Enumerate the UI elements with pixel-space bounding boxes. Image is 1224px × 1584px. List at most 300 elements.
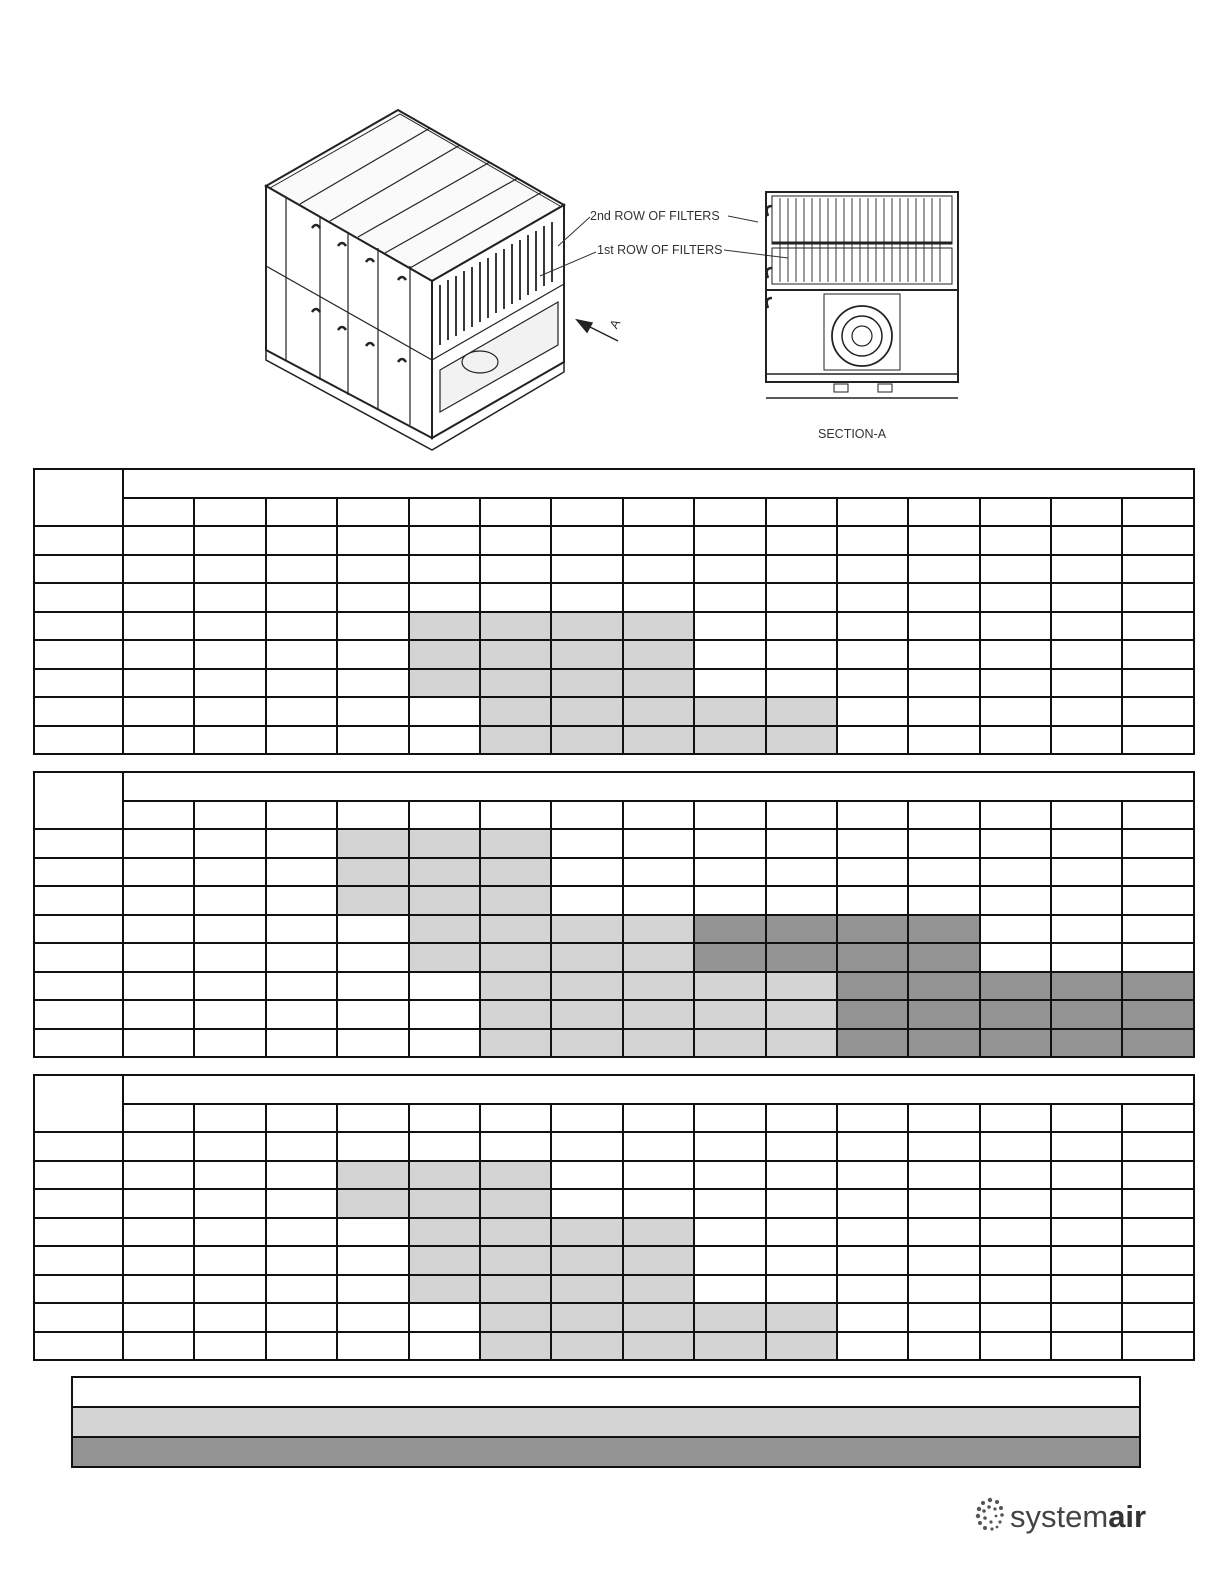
- section-a-view: [766, 192, 958, 398]
- table-cell: [194, 972, 265, 1001]
- table-cell: [123, 943, 194, 972]
- light-shaded-cell: [551, 612, 622, 641]
- row-label-cell: [34, 1132, 123, 1161]
- column-header-cell: [766, 1104, 837, 1133]
- table-cell: [908, 858, 979, 887]
- dark-shaded-cell: [980, 1000, 1051, 1029]
- column-header-cell: [337, 498, 408, 527]
- table-cell: [1122, 829, 1194, 858]
- table-cell: [266, 555, 337, 584]
- table-cell: [1122, 1332, 1194, 1361]
- table-cell: [766, 640, 837, 669]
- light-shaded-cell: [623, 943, 694, 972]
- light-shaded-cell: [766, 726, 837, 755]
- column-header-cell: [908, 498, 979, 527]
- table-cell: [837, 612, 908, 641]
- light-shaded-cell: [480, 1332, 551, 1361]
- table-cell: [337, 972, 408, 1001]
- table-cell: [123, 972, 194, 1001]
- table-cell: [337, 1246, 408, 1275]
- row-label-cell: [34, 943, 123, 972]
- table-cell: [694, 555, 765, 584]
- light-shaded-cell: [623, 915, 694, 944]
- column-header-cell: [409, 801, 480, 830]
- table-cell: [837, 1246, 908, 1275]
- light-shaded-cell: [551, 1029, 622, 1058]
- row-label-cell: [34, 1303, 123, 1332]
- light-shaded-cell: [766, 1000, 837, 1029]
- table-cell: [266, 583, 337, 612]
- table-row: [34, 669, 1194, 698]
- table-cell: [266, 829, 337, 858]
- light-shaded-cell: [551, 1246, 622, 1275]
- table-row: [34, 697, 1194, 726]
- table-cell: [551, 886, 622, 915]
- light-shaded-cell: [409, 915, 480, 944]
- light-shaded-cell: [480, 1218, 551, 1247]
- table-cell: [1051, 1161, 1122, 1190]
- table-cell: [1051, 943, 1122, 972]
- table-cell: [123, 1132, 194, 1161]
- light-shaded-cell: [480, 829, 551, 858]
- column-header-cell: [623, 801, 694, 830]
- light-shaded-cell: [409, 1218, 480, 1247]
- corner-cell: [34, 469, 123, 526]
- dark-shaded-cell: [908, 915, 979, 944]
- table-cell: [694, 640, 765, 669]
- light-shaded-cell: [409, 1275, 480, 1304]
- column-header-cell: [980, 498, 1051, 527]
- table-cell: [837, 726, 908, 755]
- light-shaded-cell: [337, 829, 408, 858]
- arrow-label: A: [606, 317, 624, 332]
- table-cell: [980, 612, 1051, 641]
- light-shaded-cell: [480, 640, 551, 669]
- table-row: [34, 915, 1194, 944]
- table-cell: [194, 886, 265, 915]
- table-cell: [908, 886, 979, 915]
- column-header-cell: [123, 498, 194, 527]
- table-cell: [551, 583, 622, 612]
- column-header-cell: [1122, 1104, 1194, 1133]
- table-cell: [908, 697, 979, 726]
- table-cell: [194, 915, 265, 944]
- column-header-cell: [694, 1104, 765, 1133]
- column-header-cell: [194, 801, 265, 830]
- light-shaded-cell: [480, 612, 551, 641]
- dark-shaded-cell: [694, 943, 765, 972]
- table-cell: [837, 1332, 908, 1361]
- table-cell: [409, 726, 480, 755]
- table-cell: [623, 526, 694, 555]
- light-shaded-cell: [623, 1029, 694, 1058]
- table-cell: [194, 1246, 265, 1275]
- header-span-cell: [123, 1075, 1194, 1104]
- table-cell: [908, 612, 979, 641]
- table-cell: [908, 1218, 979, 1247]
- row-label-cell: [34, 726, 123, 755]
- table-cell: [1122, 915, 1194, 944]
- light-shaded-cell: [551, 1218, 622, 1247]
- shading-legend: [71, 1376, 1141, 1468]
- light-shaded-cell: [623, 972, 694, 1001]
- table-cell: [837, 1218, 908, 1247]
- column-header-cell: [551, 801, 622, 830]
- table-cell: [908, 829, 979, 858]
- table-cell: [980, 886, 1051, 915]
- table-cell: [409, 583, 480, 612]
- column-header-cell: [409, 1104, 480, 1133]
- table-row: [34, 612, 1194, 641]
- table-cell: [266, 669, 337, 698]
- row-label-cell: [34, 612, 123, 641]
- table-cell: [766, 555, 837, 584]
- column-header-cell: [980, 801, 1051, 830]
- table-cell: [409, 1029, 480, 1058]
- table-cell: [551, 1132, 622, 1161]
- table-cell: [908, 726, 979, 755]
- light-shaded-cell: [409, 858, 480, 887]
- table-cell: [837, 669, 908, 698]
- table-cell: [266, 1189, 337, 1218]
- table-cell: [980, 915, 1051, 944]
- table-cell: [837, 1303, 908, 1332]
- table-cell: [837, 1275, 908, 1304]
- table-cell: [766, 1246, 837, 1275]
- column-header-cell: [1051, 1104, 1122, 1133]
- table-cell: [123, 1303, 194, 1332]
- table-cell: [908, 526, 979, 555]
- table-cell: [766, 669, 837, 698]
- light-shaded-cell: [480, 726, 551, 755]
- row-label-cell: [34, 1029, 123, 1058]
- table-cell: [123, 612, 194, 641]
- table-cell: [194, 1029, 265, 1058]
- table-cell: [551, 526, 622, 555]
- table-cell: [837, 858, 908, 887]
- table-cell: [694, 1161, 765, 1190]
- column-header-cell: [694, 498, 765, 527]
- table-cell: [1122, 697, 1194, 726]
- table-cell: [123, 526, 194, 555]
- dark-shaded-cell: [980, 1029, 1051, 1058]
- column-header-cell: [837, 1104, 908, 1133]
- table-cell: [266, 915, 337, 944]
- table-cell: [266, 1332, 337, 1361]
- table-cell: [766, 858, 837, 887]
- table-cell: [1051, 726, 1122, 755]
- table-row: [34, 555, 1194, 584]
- table-cell: [1122, 526, 1194, 555]
- column-header-cell: [266, 1104, 337, 1133]
- table-row: [34, 1218, 1194, 1247]
- filter-table-1: [33, 468, 1195, 755]
- row-label-cell: [34, 829, 123, 858]
- light-shaded-cell: [480, 915, 551, 944]
- table-row: [34, 640, 1194, 669]
- row-label-cell: [34, 1161, 123, 1190]
- column-header-cell: [1051, 498, 1122, 527]
- filter-table-3: [33, 1074, 1195, 1361]
- table-cell: [123, 886, 194, 915]
- table-cell: [1051, 669, 1122, 698]
- table-cell: [908, 555, 979, 584]
- column-header-cell: [1051, 801, 1122, 830]
- table-cell: [480, 526, 551, 555]
- light-shaded-cell: [337, 1189, 408, 1218]
- table-cell: [766, 829, 837, 858]
- table-row: [34, 886, 1194, 915]
- table-cell: [694, 886, 765, 915]
- light-shaded-cell: [409, 829, 480, 858]
- light-shaded-cell: [623, 640, 694, 669]
- table-cell: [1122, 640, 1194, 669]
- table-cell: [694, 1246, 765, 1275]
- table-cell: [266, 1246, 337, 1275]
- light-shaded-cell: [337, 1161, 408, 1190]
- table-cell: [694, 829, 765, 858]
- light-shaded-cell: [551, 640, 622, 669]
- light-shaded-cell: [551, 972, 622, 1001]
- table-cell: [337, 1029, 408, 1058]
- table-cell: [908, 1132, 979, 1161]
- systemair-logo-icon: [976, 1498, 1004, 1531]
- row-label-cell: [34, 1189, 123, 1218]
- table-cell: [766, 526, 837, 555]
- table-row: [34, 1132, 1194, 1161]
- dark-shaded-cell: [980, 972, 1051, 1001]
- table-cell: [908, 669, 979, 698]
- table-cell: [1051, 555, 1122, 584]
- dark-shaded-cell: [766, 915, 837, 944]
- first-row-filters-label: 1st ROW OF FILTERS: [597, 243, 723, 257]
- table-cell: [337, 1275, 408, 1304]
- light-shaded-cell: [409, 612, 480, 641]
- table-cell: [194, 1132, 265, 1161]
- light-shaded-cell: [480, 1303, 551, 1332]
- table-cell: [1051, 915, 1122, 944]
- table-cell: [908, 583, 979, 612]
- light-shaded-cell: [409, 640, 480, 669]
- table-row: [34, 829, 1194, 858]
- column-header-cell: [837, 498, 908, 527]
- table-cell: [266, 1275, 337, 1304]
- table-cell: [194, 583, 265, 612]
- table-cell: [194, 697, 265, 726]
- table-cell: [908, 1303, 979, 1332]
- table-row: [34, 726, 1194, 755]
- table-cell: [409, 555, 480, 584]
- table-cell: [266, 526, 337, 555]
- table-cell: [837, 697, 908, 726]
- table-cell: [409, 1332, 480, 1361]
- table-cell: [123, 1161, 194, 1190]
- table-cell: [623, 886, 694, 915]
- light-shaded-cell: [551, 1332, 622, 1361]
- table-cell: [194, 943, 265, 972]
- table-row: [34, 583, 1194, 612]
- table-cell: [1122, 669, 1194, 698]
- table-cell: [266, 943, 337, 972]
- light-shaded-cell: [766, 1332, 837, 1361]
- isometric-unit-view: [266, 110, 564, 450]
- light-shaded-cell: [694, 726, 765, 755]
- light-shaded-cell: [694, 1029, 765, 1058]
- table-cell: [337, 640, 408, 669]
- logo-text-prefix: system: [1010, 1499, 1109, 1534]
- table-row: [34, 1275, 1194, 1304]
- table-row: [34, 1161, 1194, 1190]
- table-row: [34, 1246, 1194, 1275]
- table-cell: [266, 1161, 337, 1190]
- table-cell: [908, 1189, 979, 1218]
- column-header-cell: [409, 498, 480, 527]
- table-cell: [1122, 858, 1194, 887]
- corner-cell: [34, 1075, 123, 1132]
- column-header-cell: [908, 1104, 979, 1133]
- table-cell: [980, 1218, 1051, 1247]
- table-cell: [551, 829, 622, 858]
- light-shaded-cell: [694, 972, 765, 1001]
- row-label-cell: [34, 1275, 123, 1304]
- table-cell: [194, 1189, 265, 1218]
- table-cell: [123, 1189, 194, 1218]
- table-cell: [337, 1218, 408, 1247]
- table-cell: [409, 1000, 480, 1029]
- light-shaded-cell: [623, 1246, 694, 1275]
- light-shaded-cell: [694, 1332, 765, 1361]
- table-cell: [551, 1189, 622, 1218]
- table-cell: [623, 829, 694, 858]
- table-cell: [123, 1275, 194, 1304]
- table-cell: [694, 1275, 765, 1304]
- table-cell: [980, 669, 1051, 698]
- table-cell: [1122, 726, 1194, 755]
- light-shaded-cell: [480, 972, 551, 1001]
- column-header-cell: [766, 498, 837, 527]
- table-cell: [1122, 555, 1194, 584]
- table-cell: [1051, 1303, 1122, 1332]
- table-cell: [337, 555, 408, 584]
- column-header-cell: [1122, 498, 1194, 527]
- light-shaded-cell: [480, 697, 551, 726]
- table-cell: [694, 1189, 765, 1218]
- row-label-cell: [34, 583, 123, 612]
- table-cell: [337, 1000, 408, 1029]
- table-cell: [194, 669, 265, 698]
- table-cell: [409, 697, 480, 726]
- light-shaded-cell: [623, 1332, 694, 1361]
- table-cell: [266, 612, 337, 641]
- table-cell: [980, 526, 1051, 555]
- table-cell: [980, 583, 1051, 612]
- column-header-cell: [480, 801, 551, 830]
- table-cell: [1051, 886, 1122, 915]
- light-shaded-cell: [409, 886, 480, 915]
- table-cell: [266, 858, 337, 887]
- table-cell: [194, 1275, 265, 1304]
- dark-shaded-cell: [1051, 1000, 1122, 1029]
- table-cell: [266, 640, 337, 669]
- light-shaded-cell: [623, 1303, 694, 1332]
- light-shaded-cell: [480, 1161, 551, 1190]
- table-cell: [123, 697, 194, 726]
- table-cell: [837, 1189, 908, 1218]
- table-cell: [480, 555, 551, 584]
- column-header-cell: [908, 801, 979, 830]
- table-cell: [194, 858, 265, 887]
- table-cell: [694, 858, 765, 887]
- table-cell: [908, 1161, 979, 1190]
- table-cell: [1051, 1332, 1122, 1361]
- column-header-cell: [1122, 801, 1194, 830]
- row-label-cell: [34, 555, 123, 584]
- table-cell: [123, 1029, 194, 1058]
- table-cell: [980, 1189, 1051, 1218]
- table-cell: [194, 640, 265, 669]
- table-cell: [1122, 886, 1194, 915]
- table-cell: [766, 1161, 837, 1190]
- row-label-cell: [34, 858, 123, 887]
- row-label-cell: [34, 526, 123, 555]
- table-cell: [1122, 1161, 1194, 1190]
- table-cell: [123, 1000, 194, 1029]
- light-shaded-cell: [409, 1161, 480, 1190]
- table-row: [34, 972, 1194, 1001]
- logo-text-suffix: air: [1108, 1499, 1147, 1534]
- table-cell: [1122, 612, 1194, 641]
- table-cell: [908, 1275, 979, 1304]
- table-cell: [623, 858, 694, 887]
- light-shaded-cell: [480, 1275, 551, 1304]
- corner-cell: [34, 772, 123, 829]
- table-cell: [194, 526, 265, 555]
- dark-shaded-cell: [694, 915, 765, 944]
- table-cell: [337, 943, 408, 972]
- light-shaded-cell: [766, 1303, 837, 1332]
- table-cell: [837, 829, 908, 858]
- column-header-cell: [766, 801, 837, 830]
- table-cell: [1051, 1275, 1122, 1304]
- light-shaded-cell: [623, 726, 694, 755]
- dark-shaded-cell: [1122, 1000, 1194, 1029]
- table-cell: [123, 1332, 194, 1361]
- table-cell: [1051, 612, 1122, 641]
- table-row: [34, 526, 1194, 555]
- table-cell: [194, 1000, 265, 1029]
- table-cell: [194, 726, 265, 755]
- table-cell: [480, 1132, 551, 1161]
- light-shaded-cell: [694, 1303, 765, 1332]
- table-cell: [1051, 583, 1122, 612]
- table-cell: [980, 1332, 1051, 1361]
- table-cell: [1051, 858, 1122, 887]
- row-label-cell: [34, 1332, 123, 1361]
- light-shaded-cell: [694, 697, 765, 726]
- column-header-cell: [123, 801, 194, 830]
- table-cell: [266, 1218, 337, 1247]
- row-label-cell: [34, 669, 123, 698]
- dark-shaded-cell: [1122, 972, 1194, 1001]
- column-header-cell: [694, 801, 765, 830]
- table-cell: [409, 1303, 480, 1332]
- table-cell: [266, 1132, 337, 1161]
- dark-shaded-cell: [766, 943, 837, 972]
- unit-drawing: [0, 0, 1224, 460]
- row-label-cell: [34, 640, 123, 669]
- table-cell: [337, 915, 408, 944]
- row-label-cell: [34, 972, 123, 1001]
